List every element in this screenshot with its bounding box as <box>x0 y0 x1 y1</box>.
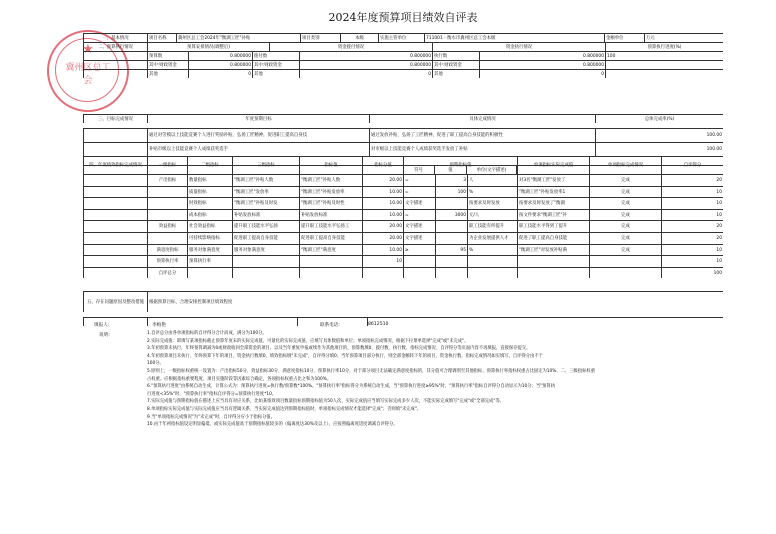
indicator-row <box>83 232 723 244</box>
notes-label: 说明: <box>99 333 110 338</box>
indicator-row <box>83 209 723 221</box>
ind-unit: 人 <box>468 175 518 186</box>
note-line: 2.实际完成值：即填写某项指标截止预算年度末的实际完成值，可量化的实际完成值，应填写具体数值和单位；单项指标完成情况，根据下拉菜单选择"完成"或"未完成"。 <box>147 338 469 344</box>
contact-name-cell <box>148 318 298 326</box>
budget-label: 预算数 <box>148 52 189 60</box>
note-line: 10.由于年初指标值设定明显偏低，或实际完成值高于预期指标值较多的（偏离度达30%及以上），应按照偏离度适度调减自评得分。 <box>147 422 398 428</box>
budget-value: 0.800000 <box>189 61 253 69</box>
side-blank <box>84 175 148 186</box>
ind-name: "衡湖工匠"补贴及时性 <box>300 198 363 209</box>
budget-row <box>83 60 723 69</box>
side-blank <box>84 187 148 198</box>
ind-unit <box>468 268 518 279</box>
ind-col-header: 指标值 <box>300 157 363 174</box>
ind-actual: "衡湖工匠"补贴发放率1 <box>518 187 590 198</box>
indicator-row <box>83 220 723 232</box>
ind-actual <box>518 268 590 279</box>
ind-score: 20.00 <box>363 233 404 244</box>
side-blank <box>84 52 148 60</box>
ind-level2: 服务对象满意度 <box>188 245 233 256</box>
note-line: 8.单项指标实际完成值与实际完成值应当具有逻辑关系，当实际完成值达到预期指标值时，单项指标完成情况才能选择"完成"；否则填"未完成"。 <box>147 406 422 412</box>
contact-phone-cell <box>368 318 723 326</box>
ind-symbol: 文字描述 <box>404 221 436 232</box>
goal-result: 对市级以上技能竞赛个人成绩获奖选手发放了补贴 <box>370 143 596 156</box>
ind-actual: 职工技能水平得到了提升 <box>518 221 590 232</box>
ind-value: 100 <box>436 187 468 198</box>
side-blank <box>84 61 148 69</box>
budget-label: 其中:财政资金 <box>253 61 300 69</box>
ind-symbol: = <box>404 187 436 198</box>
budget-label: 拨付数 <box>253 52 300 60</box>
ind-level1: 预算执行率 <box>148 256 188 267</box>
ind-score: 10.00 <box>363 210 404 221</box>
ind-self-score: 20 <box>662 221 723 232</box>
ind-value: 3000 <box>436 210 468 221</box>
ind-actual: 促进了职工提高自身技能 <box>518 233 590 244</box>
ind-score: 10 <box>363 256 404 267</box>
budget-value: 0.800000 <box>300 61 433 69</box>
ind-symbol: = <box>404 175 436 186</box>
ind-actual: "衡湖工匠"对发放补贴满 <box>518 245 590 256</box>
ind-col-header: 预期指标值 <box>404 157 518 174</box>
ind-value <box>436 221 468 232</box>
ind-level2: 质量指标 <box>188 187 233 198</box>
contact-row <box>83 317 723 326</box>
ind-status <box>590 256 662 267</box>
budget-progress: 100 <box>606 52 723 60</box>
section-indicators-label: 四、年度绩效指标完成情况 <box>84 157 148 174</box>
ind-level2: 成本指标 <box>188 210 233 221</box>
goals-row <box>83 142 723 156</box>
budget-value: 0 <box>300 70 433 78</box>
goals-row <box>83 128 723 142</box>
ind-col-header: 三级指标 <box>233 157 300 174</box>
ind-name <box>300 268 363 279</box>
ind-level1 <box>148 198 188 209</box>
ind-score: 10.00 <box>363 198 404 209</box>
budget-col-header: 预算执行进度(%) <box>606 43 723 51</box>
ind-col-header: 一级指标 <box>148 157 188 174</box>
page-title: 2024年度预算项目绩效自评表 <box>328 11 478 24</box>
indicator-row <box>83 186 723 198</box>
ind-status: 完成 <box>590 187 662 198</box>
ind-actual <box>518 256 590 267</box>
goal-result: 通过发放补贴，弘扬了工匠精神，促进了职工提高自身技能的积极性 <box>370 129 596 142</box>
unit-label: 实施主管单位 <box>379 34 425 42</box>
side-blank <box>84 256 148 267</box>
budget-value: 0.800000 <box>189 52 253 60</box>
side-blank <box>84 268 148 279</box>
goals-header-row <box>83 114 723 123</box>
seal-star-icon: ★ <box>82 42 94 57</box>
note-line: 7.实际完成值与预期指标值在描述上应当具有对应关系，比如某绩效项目数量指标预期指标值为50人次，实际完成值应当填写实际完成多少人次，不能实际完成填写"完成"或"全部完成"等。 <box>147 399 504 405</box>
ind-level1: 产出指标 <box>148 175 188 186</box>
budget-col-header: 资金拨付情况 <box>270 43 433 51</box>
ind-level1 <box>148 233 188 244</box>
ind-self-score: 10 <box>662 245 723 256</box>
side-blank <box>84 221 148 232</box>
budget-label: 其中:财政资金 <box>433 61 480 69</box>
note-line: 9.当"单项指标完成情况"为"未完成"时，自评得分应小于指标分值。 <box>147 414 276 420</box>
goal-text: 通过对劳模以上技能竞赛个人进行奖励补贴，弘扬工匠精神，促进职工提高自身技 <box>148 129 370 142</box>
note-line: 占权重。应根据指标重要程度、项目实施阶段等因素综合确定，各项指标权重占比之和为100%。 <box>147 376 332 382</box>
ind-value <box>436 256 468 267</box>
ind-actual: 按要求及时发放了"衡湖 <box>518 198 590 209</box>
seal-text: 冀州区总工会 <box>65 63 111 86</box>
ind-value <box>436 268 468 279</box>
budget-label: 其他 <box>253 70 300 78</box>
ind-level2: 社会效益指标 <box>188 221 233 232</box>
section-problems-label: 五、存在问题原因及整改措施 <box>84 292 148 312</box>
ind-self-score: 10 <box>662 198 723 209</box>
budget-col-header: 预算安排情况(调整后) <box>148 43 270 51</box>
ind-symbol: ≥ <box>404 245 436 256</box>
ind-level2: 时效指标 <box>188 198 233 209</box>
ind-col-header: 单项指标完成情况 <box>590 157 662 174</box>
ind-level3: "衡湖工匠"补贴人数 <box>233 175 300 186</box>
ind-level2: 可持续影响指标 <box>188 233 233 244</box>
ind-score <box>363 268 404 279</box>
category: 本级 <box>341 34 379 42</box>
note-line: 4.年初预算项目未执行，年终预算下年的项目，资金执行数填0，绩效指标填"未完成"，自评得分填0；当年预算项目部分执行，则全部金额转下年的项目，资金执行数，指标完成情况如实填写，自评得分由不于 <box>147 353 543 359</box>
ind-level3: "衡湖工匠"补贴及时发 <box>233 198 300 209</box>
indicator-row <box>83 267 723 279</box>
ind-score: 20.00 <box>363 221 404 232</box>
ind-level3: 促进职工提高自身技能 <box>233 233 300 244</box>
budget-value: 0 <box>480 70 606 78</box>
note-line: 1.自评总分由各单项指标的自评得分合计而成，满分为100分。 <box>147 331 267 336</box>
budget-row <box>83 51 723 60</box>
ind-sub-header: 单位(文字描述) <box>467 166 517 174</box>
ind-level2: 预算执行率 <box>188 256 233 267</box>
goals-col-header: 年度预期目标 <box>148 115 370 123</box>
ind-name <box>300 256 363 267</box>
note-line: 3.年初预算未执行，年终预算调减为0或财政收回全部资金的项目，以及当年重复申报或续作为其他项目的，预算数填0，拨付数、执行数、指标完成情况、自评得分等页面内容不再填报，直接保存提交。 <box>147 346 531 352</box>
budget-label: 其他 <box>148 70 189 78</box>
ind-self-score: 20 <box>662 175 723 186</box>
filler-name: 李梅艳 <box>152 323 166 328</box>
phone-label: 联系电话: <box>320 323 340 328</box>
side-blank <box>84 210 148 221</box>
ind-name: "衡湖工匠"补贴人数 <box>300 175 363 186</box>
note-line: 5.原则上，一级指标权重统一设置为：产出指标50分、效益指标30分、满意度指标10分、预算执行率10分，对于部分项目无法确定满意度指标的，其分值可合理调剂至其他指标，预算执行率指标权重占比固定为10%，二、三级指标权重 <box>147 368 596 374</box>
ind-actual: 按文件要求"衡湖工匠"补 <box>518 210 590 221</box>
ind-value: 95 <box>436 245 468 256</box>
note-line: 100分。 <box>147 361 164 367</box>
unit: 711001 - 衡水市冀州区总工会本级 <box>425 34 605 42</box>
budget-value: 0 <box>189 70 253 78</box>
budget-value: 0.800000 <box>480 61 606 69</box>
note-line: 行进度<35%"时，"预算执行率"指标自评得分=预算执行进度*10。 <box>147 391 277 397</box>
ind-level1: 自评总分 <box>148 268 188 279</box>
ind-unit: 为企业发展提供人才 <box>468 233 518 244</box>
budget-header-row <box>83 42 723 51</box>
ind-name: "衡湖工匠"补贴发放率 <box>300 187 363 198</box>
ind-value: 3 <box>436 175 468 186</box>
ind-status: 完成 <box>590 175 662 186</box>
budget-progress <box>606 61 723 69</box>
header-row <box>83 33 723 42</box>
budget-col-header: 资金执行情况 <box>433 43 606 51</box>
ind-score: 10.00 <box>363 187 404 198</box>
indicators-subheader-row <box>83 165 723 174</box>
project-name: 冀州区总工会2024年"衡湖工匠"补贴 <box>177 34 301 42</box>
ind-unit: 职工技能有所提升 <box>468 221 518 232</box>
ind-level3 <box>233 256 300 267</box>
ind-status: 完成 <box>590 245 662 256</box>
side-blank <box>84 143 148 156</box>
ind-unit: 按要求及时发放 <box>468 198 518 209</box>
ind-sub-header: 值 <box>435 166 467 174</box>
ind-unit: % <box>468 187 518 198</box>
ind-col-header: 二级指标 <box>188 157 233 174</box>
note-line: 6."预算执行进度"由系统自动生成，计算公式为：预算执行进度=执行数/预算数*100%。"预算执行率"指标得分为系统自动生成，当"预算执行进度≥95%"时，"预算执行率"指标自评得分自动显示为10分；当"预算执 <box>147 384 556 390</box>
budget-progress <box>606 70 723 78</box>
ind-actual: 对3名"衡湖工匠"发放了 <box>518 175 590 186</box>
ind-level3: 补贴发放标准 <box>233 210 300 221</box>
budget-value: 0.800000 <box>480 52 606 60</box>
budget-label: 其他 <box>433 70 480 78</box>
ind-status: 完成 <box>590 210 662 221</box>
ind-level3 <box>233 268 300 279</box>
budget-value: 0.800000 <box>300 52 433 60</box>
side-blank <box>84 198 148 209</box>
ind-level3: "衡湖工匠"发放率 <box>233 187 300 198</box>
ind-level1 <box>148 210 188 221</box>
amount-label: 金额单位 <box>605 34 645 42</box>
phone-value: 8612510 <box>368 322 389 327</box>
ind-name: 促进职工提高自身技能 <box>300 233 363 244</box>
ind-status: 完成 <box>590 233 662 244</box>
side-blank <box>84 70 148 78</box>
problems-text: 根据预算目标，合理安排控制项目绩效程度 <box>148 292 723 312</box>
ind-value <box>436 233 468 244</box>
ind-status <box>590 268 662 279</box>
budget-row <box>83 69 723 78</box>
ind-name: 补贴发放标准 <box>300 210 363 221</box>
category-label: 项目类别 <box>301 34 341 42</box>
goals-col-header: 总体完成率(%) <box>596 115 723 123</box>
goal-rate: 100.00 <box>596 143 723 156</box>
ind-col-header: 指标分值 <box>363 157 404 174</box>
ind-symbol: 文字描述 <box>404 198 436 209</box>
ind-self-score: 20 <box>662 233 723 244</box>
section-goals-label: 三、目标完成情况 <box>84 115 148 123</box>
ind-self-score: 10 <box>662 187 723 198</box>
ind-self-score: 10 <box>662 210 723 221</box>
ind-unit: 元/人 <box>468 210 518 221</box>
ind-symbol <box>404 268 436 279</box>
ind-name: 提升职工技能水平弘扬工 <box>300 221 363 232</box>
ind-self-score: 10 <box>662 256 723 267</box>
ind-level3: 提升职工技能水平弘扬 <box>233 221 300 232</box>
ind-level1: 满意度指标 <box>148 245 188 256</box>
project-name-label: 项目名称 <box>148 34 177 42</box>
ind-level2 <box>188 268 233 279</box>
ind-name: "衡湖工匠"满意度 <box>300 245 363 256</box>
indicator-row <box>83 255 723 267</box>
section-basic-label: 一、基本情况 <box>84 34 148 42</box>
ind-status: 完成 <box>590 221 662 232</box>
side-blank <box>84 245 148 256</box>
ind-value <box>436 198 468 209</box>
ind-level1 <box>148 187 188 198</box>
ind-unit: % <box>468 245 518 256</box>
ind-symbol <box>404 256 436 267</box>
budget-label: 其中:财政资金 <box>148 61 189 69</box>
goals-col-header: 具体完成情况 <box>370 115 596 123</box>
filler-label: 填报人: <box>94 323 110 328</box>
ind-level2: 数量指标 <box>188 175 233 186</box>
ind-self-score: 100 <box>662 268 723 279</box>
ind-unit <box>468 256 518 267</box>
ind-symbol: = <box>404 210 436 221</box>
ind-sub-header: 符号 <box>403 166 435 174</box>
amount-unit: 万元 <box>645 34 723 42</box>
indicator-row <box>83 244 723 256</box>
goal-rate: 100.00 <box>596 129 723 142</box>
section-budget-label: 二、预算执行情况 <box>84 43 148 51</box>
ind-col-header: 自评得分 <box>662 157 723 174</box>
ind-level3: 服务对象满意度 <box>233 245 300 256</box>
ind-score: 10.00 <box>363 245 404 256</box>
problems-row <box>83 291 723 312</box>
ind-col-header: 单项指标实际完成值 <box>518 157 590 174</box>
ind-symbol: 文字描述 <box>404 233 436 244</box>
ind-status: 完成 <box>590 198 662 209</box>
notes-block <box>147 330 722 429</box>
goal-text: 补贴市级以上技能竞赛个人成绩获奖选手 <box>148 143 370 156</box>
indicator-row <box>83 197 723 209</box>
side-blank <box>84 129 148 142</box>
indicator-row <box>83 174 723 186</box>
ind-score: 20.00 <box>363 175 404 186</box>
side-blank <box>84 233 148 244</box>
ind-level1: 效益指标 <box>148 221 188 232</box>
budget-label: 执行数 <box>433 52 480 60</box>
